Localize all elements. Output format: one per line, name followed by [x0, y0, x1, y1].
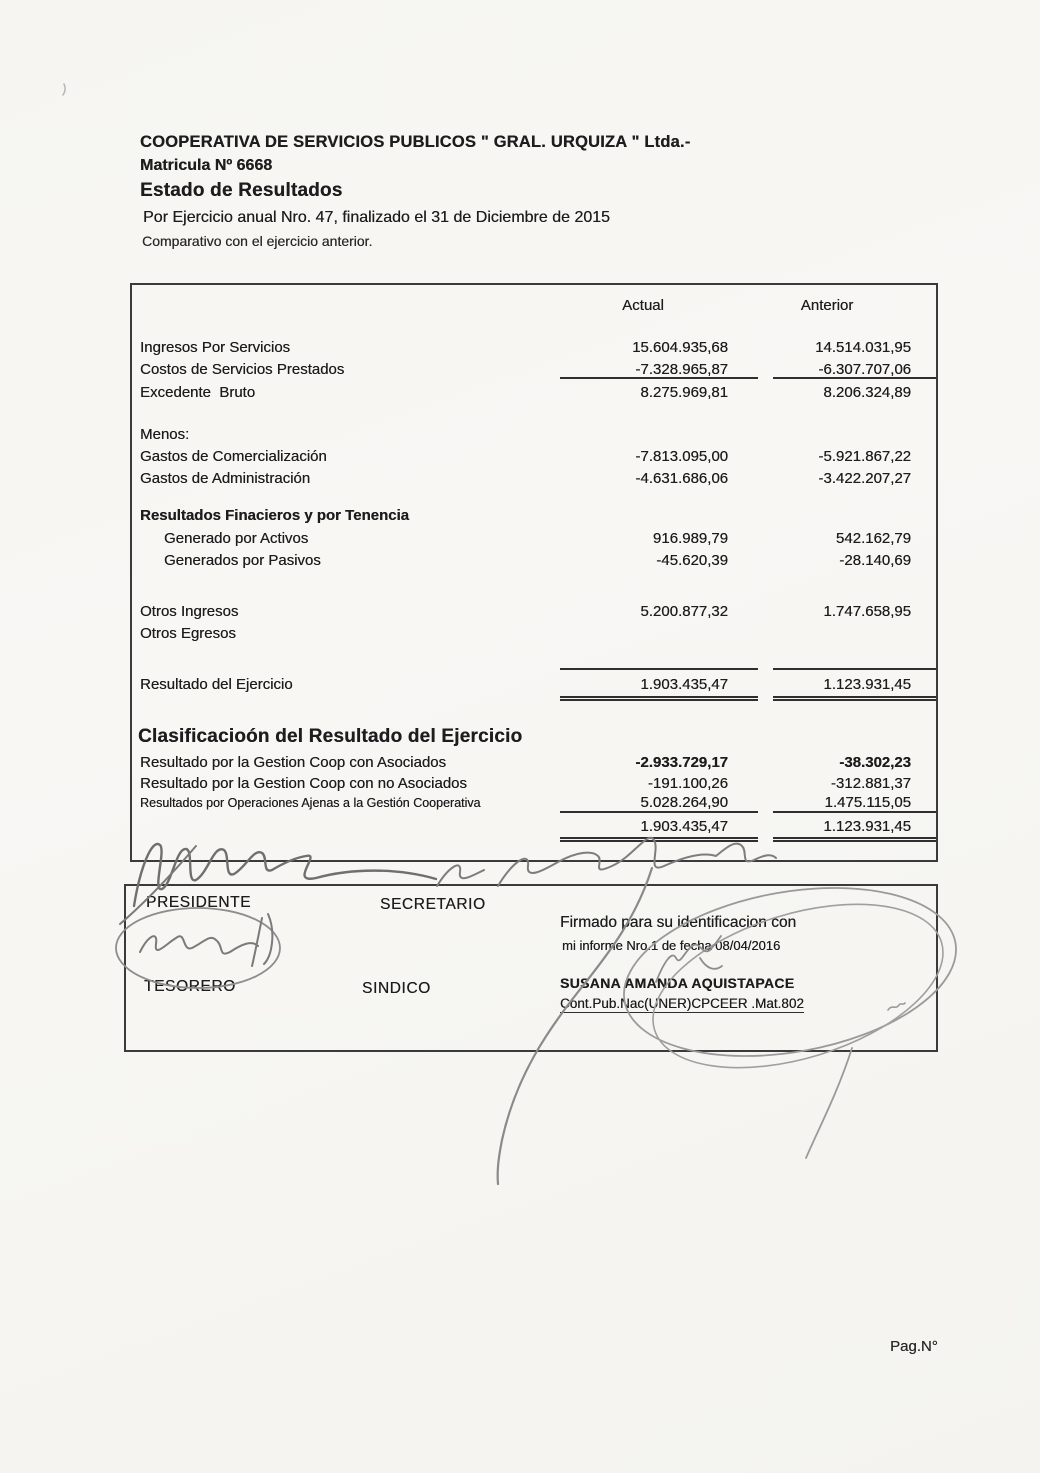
- row-label: Resultado del Ejercicio: [140, 676, 293, 693]
- row-label: Excedente Bruto: [140, 384, 256, 401]
- statement-row-otros-ingresos: [140, 602, 936, 622]
- statement-row-generados-pasivos: [140, 551, 936, 571]
- anterior-value: 8.206.324,89: [823, 384, 911, 401]
- actual-value: [558, 624, 728, 644]
- actual-value: 5.200.877,32: [640, 603, 728, 620]
- actual-value: 5.028.264,90: [640, 794, 728, 811]
- column-header-actual: Actual: [622, 297, 664, 314]
- document-header: [140, 133, 900, 249]
- certification-block: [560, 914, 920, 1013]
- actual-value: -4.631.686,06: [635, 470, 728, 487]
- statement-row-resultados-financieros: [140, 506, 936, 526]
- row-label: Costos de Servicios Prestados: [140, 361, 345, 378]
- signature-box: [124, 884, 938, 1052]
- actual-value: -191.100,26: [647, 775, 728, 792]
- classification-rule-double: [132, 837, 936, 842]
- row-label: Gastos de Comercialización: [140, 448, 327, 465]
- actual-value: -7.328.965,87: [635, 361, 728, 378]
- column-headers: [140, 297, 936, 314]
- anterior-value: -6.307.707,06: [818, 361, 911, 378]
- row-label: Ingresos Por Servicios: [140, 339, 291, 356]
- actual-value: [558, 425, 728, 445]
- statement-row-generado-activos: [140, 529, 936, 549]
- total-rule-double: [132, 696, 936, 701]
- anterior-value: -38.302,23: [839, 754, 911, 771]
- statement-row-otros-egresos: [140, 624, 936, 644]
- classification-row-no-asociados: [140, 774, 936, 794]
- row-label: Resultados Finacieros y por Tenencia: [140, 507, 409, 524]
- column-header-anterior: Anterior: [800, 297, 854, 314]
- row-label: Otros Egresos: [140, 625, 236, 642]
- role-label-presidente: PRESIDENTE: [146, 894, 252, 911]
- row-label: Resultado por la Gestion Coop con Asociados: [140, 754, 447, 771]
- anterior-value: [743, 506, 911, 526]
- row-label: [140, 817, 558, 837]
- statement-row-gastos-comercializacion: [140, 447, 936, 467]
- role-label-secretario: SECRETARIO: [380, 896, 486, 913]
- certification-line1: Firmado para su identificacion con: [560, 914, 797, 931]
- certification-line2: mi informe Nro.1 de fecha 08/04/2016: [562, 938, 781, 953]
- row-label: Generado por Activos: [164, 530, 309, 547]
- accountant-name: SUSANA AMANDA AQUISTAPACE: [560, 975, 795, 991]
- statement-row-resultado-ejercicio: [140, 675, 936, 695]
- anterior-value: 1.123.931,45: [823, 676, 911, 693]
- anterior-value: 1.123.931,45: [823, 818, 911, 835]
- actual-value: 8.275.969,81: [640, 384, 728, 401]
- anterior-value: -28.140,69: [839, 552, 911, 569]
- accountant-credentials: Cont.Pub.Nac(UNER)CPCEER .Mat.802: [560, 996, 804, 1011]
- classification-heading: Clasificacioón del Resultado del Ejercicio: [138, 726, 523, 747]
- actual-value: -45.620,39: [656, 552, 728, 569]
- statement-row-excedente: [140, 383, 936, 403]
- actual-value: 1.903.435,47: [640, 676, 728, 693]
- anterior-value: 1.747.658,95: [823, 603, 911, 620]
- scan-speck: [63, 84, 65, 95]
- actual-value: 1.903.435,47: [640, 818, 728, 835]
- page-number-label: Pag.N°: [890, 1338, 938, 1355]
- row-label: Resultados por Operaciones Ajenas a la Gestión Cooperativa: [140, 796, 481, 810]
- row-label: Menos:: [140, 426, 190, 443]
- classification-row-operaciones-ajenas: [140, 793, 936, 813]
- classification-row-total: [140, 817, 936, 837]
- comparative-note: Comparativo con el ejercicio anterior.: [142, 233, 373, 249]
- row-label: Otros Ingresos: [140, 603, 239, 620]
- anterior-value: -312.881,37: [830, 775, 911, 792]
- anterior-value: 542.162,79: [835, 530, 911, 547]
- row-label: Resultado por la Gestion Coop con no Asociados: [140, 775, 467, 792]
- anterior-value: -5.921.867,22: [818, 448, 911, 465]
- statement-row-ingresos: [140, 338, 936, 358]
- actual-value: [558, 506, 728, 526]
- anterior-value: 14.514.031,95: [815, 339, 911, 356]
- classification-row-asociados: [140, 753, 936, 773]
- fiscal-period: Por Ejercicio anual Nro. 47, finalizado el 31 de Diciembre de 2015: [143, 209, 610, 226]
- statement-title: Estado de Resultados: [140, 180, 343, 201]
- role-label-sindico: SINDICO: [362, 980, 431, 997]
- company-name: COOPERATIVA DE SERVICIOS PUBLICOS " GRAL. URQUIZA " Ltda.-: [140, 133, 691, 151]
- actual-value: -2.933.729,17: [635, 754, 728, 771]
- actual-value: -7.813.095,00: [635, 448, 728, 465]
- actual-value: 15.604.935,68: [632, 339, 728, 356]
- anterior-value: [743, 624, 911, 644]
- actual-value: 916.989,79: [652, 530, 728, 547]
- income-statement-box: [130, 283, 938, 862]
- statement-row-menos: [140, 425, 936, 445]
- matricula-number: Matricula Nº 6668: [140, 157, 273, 174]
- row-label: Generados por Pasivos: [164, 552, 321, 569]
- anterior-value: -3.422.207,27: [818, 470, 911, 487]
- statement-row-gastos-administracion: [140, 469, 936, 489]
- anterior-value: [743, 425, 911, 445]
- role-label-tesorero: TESORERO: [144, 978, 236, 995]
- anterior-value: 1.475.115,05: [824, 794, 911, 811]
- certification-loop-tail: [806, 1048, 852, 1158]
- row-label: Gastos de Administración: [140, 470, 311, 487]
